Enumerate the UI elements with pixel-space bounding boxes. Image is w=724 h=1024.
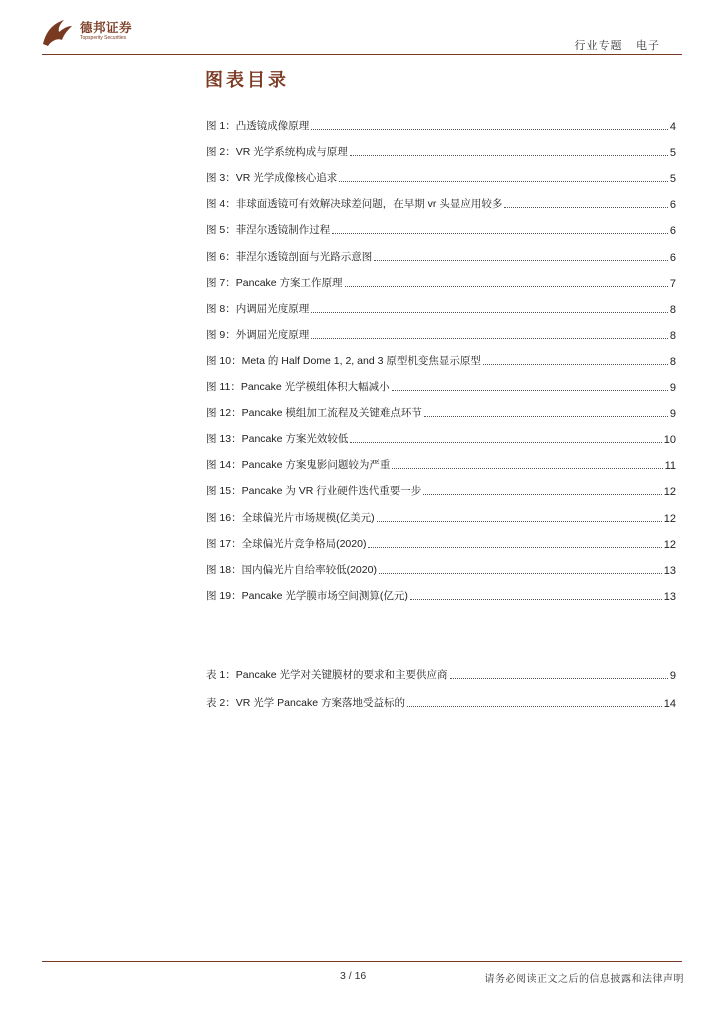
- toc-figure-entry-label: 图 8：内调屈光度原理: [206, 302, 310, 315]
- report-category: [575, 37, 661, 53]
- toc-figure-entry[interactable]: [206, 368, 676, 394]
- toc-title: 图表目录: [205, 70, 289, 91]
- dot-leader: [368, 547, 661, 548]
- toc-figure-entry[interactable]: [206, 525, 676, 551]
- toc-figure-entry[interactable]: [206, 316, 676, 342]
- toc-figure-entry-label: 图 9：外调屈光度原理: [206, 328, 310, 341]
- toc-figure-entry[interactable]: [206, 290, 676, 316]
- dot-leader: [450, 678, 668, 679]
- toc-figure-entry[interactable]: [206, 185, 676, 211]
- dot-leader: [350, 155, 668, 156]
- toc-figure-entry-page: 6: [669, 199, 676, 212]
- toc-figure-entry-label: 图 4：非球面透镜可有效解决球差问题，在早期 vr 头显应用较多: [206, 198, 503, 211]
- toc-figure-entry[interactable]: [206, 577, 676, 603]
- toc-figure-entry[interactable]: [206, 133, 676, 159]
- company-name-cn: 德邦证券: [80, 20, 133, 35]
- toc-figure-entry-label: 图 15：Pancake 为 VR 行业硬件迭代重要一步: [206, 485, 422, 498]
- toc-figure-entry-page: 8: [669, 355, 676, 368]
- toc-table-entry-label: 表 1：Pancake 光学对关键膜材的要求和主要供应商: [206, 669, 448, 681]
- toc-figure-entry[interactable]: [206, 159, 676, 185]
- toc-figure-entry-label: 图 3：VR 光学成像核心追求: [206, 172, 338, 185]
- header-divider: [42, 54, 682, 55]
- toc-figure-entry-page: 7: [669, 277, 676, 290]
- toc-figure-entry-page: 5: [669, 147, 676, 160]
- dot-leader: [392, 468, 662, 469]
- toc-figure-entry-page: 12: [663, 538, 676, 551]
- toc-figure-entry-page: 6: [669, 225, 676, 238]
- toc-figure-entry-page: 8: [669, 303, 676, 316]
- dot-leader: [392, 390, 668, 391]
- toc-figure-entry[interactable]: [206, 420, 676, 446]
- dot-leader: [339, 181, 668, 182]
- dot-leader: [374, 260, 668, 261]
- toc-table-entry-label: 表 2：VR 光学 Pancake 方案落地受益标的: [206, 697, 405, 709]
- dot-leader: [332, 233, 668, 234]
- toc-figure-entry-label: 图 14：Pancake 方案鬼影问题较为严重: [206, 459, 391, 472]
- toc-figure-entry-label: 图 11：Pancake 光学模组体积大幅减小: [206, 381, 390, 394]
- footer-divider: [42, 961, 682, 962]
- dot-leader: [345, 286, 668, 287]
- toc-figure-entry-page: 12: [663, 512, 676, 525]
- toc-figure-entry-label: 图 12：Pancake 模组加工流程及关键难点环节: [206, 407, 422, 420]
- toc-figure-entry-page: 6: [669, 251, 676, 264]
- toc-figure-entry-page: 13: [663, 564, 676, 577]
- toc-figure-entry[interactable]: [206, 446, 676, 472]
- toc-figure-entry-label: 图 1：凸透镜成像原理: [206, 120, 310, 133]
- toc-figure-entry-label: 图 5：菲涅尔透镜制作过程: [206, 224, 331, 237]
- page-indicator: 3 / 16: [340, 970, 367, 982]
- toc-figure-entry[interactable]: [206, 551, 676, 577]
- toc-figure-entry[interactable]: [206, 264, 676, 290]
- toc-figure-entry-page: 8: [669, 329, 676, 342]
- toc-table-entry-page: 14: [663, 698, 676, 710]
- toc-figure-entry-page: 12: [663, 486, 676, 499]
- toc-figure-entry-page: 9: [669, 408, 676, 421]
- dot-leader: [483, 364, 668, 365]
- dot-leader: [377, 521, 662, 522]
- toc-figure-entry-label: 图 13：Pancake 方案光效较低: [206, 433, 349, 446]
- toc-figure-entry[interactable]: [206, 211, 676, 237]
- toc-figure-entry[interactable]: [206, 342, 676, 368]
- report-section: 行业专题: [574, 39, 623, 52]
- toc-figure-entry-page: 11: [664, 460, 676, 473]
- dot-leader: [311, 129, 668, 130]
- dot-leader: [407, 706, 662, 707]
- toc-figure-entry-label: 图 7：Pancake 方案工作原理: [206, 276, 343, 289]
- toc-figure-entry-label: 图 17：全球偏光片竞争格局(2020): [206, 537, 367, 550]
- dot-leader: [379, 573, 662, 574]
- toc-figure-entry-page: 10: [663, 434, 676, 447]
- toc-figure-entry-page: 13: [663, 590, 676, 603]
- figure-list: [206, 107, 676, 603]
- toc-figure-entry-page: 5: [669, 173, 676, 186]
- dot-leader: [424, 416, 668, 417]
- toc-table-entry[interactable]: [206, 654, 676, 682]
- toc-figure-entry-page: 4: [669, 121, 676, 134]
- report-industry: 电子: [636, 39, 660, 52]
- dot-leader: [504, 207, 668, 208]
- dot-leader: [410, 599, 662, 600]
- toc-figure-entry-page: 9: [669, 382, 676, 395]
- dot-leader: [423, 494, 661, 495]
- toc-figure-entry-label: 图 10：Meta 的 Half Dome 1, 2, and 3 原型机变焦显示原型: [206, 354, 481, 367]
- toc-figure-entry[interactable]: [206, 472, 676, 498]
- toc-figure-entry[interactable]: [206, 498, 676, 524]
- dot-leader: [311, 338, 668, 339]
- toc-figure-entry[interactable]: [206, 237, 676, 263]
- table-list: [206, 654, 676, 710]
- toc-figure-entry-label: 图 2：VR 光学系统构成与原理: [206, 146, 348, 159]
- toc-table-entry-page: 9: [669, 670, 676, 682]
- dot-leader: [350, 442, 661, 443]
- phoenix-logo-icon: [40, 14, 74, 48]
- toc-figure-entry-label: 图 6：菲涅尔透镜剖面与光路示意图: [206, 250, 373, 263]
- company-logo: [40, 14, 160, 50]
- toc-figure-entry-label: 图 18：国内偏光片自给率较低(2020): [206, 563, 377, 576]
- company-name-en: Topsperity Securities: [80, 35, 127, 41]
- toc-figure-entry[interactable]: [206, 394, 676, 420]
- toc-figure-entry[interactable]: [206, 107, 676, 133]
- disclaimer-text: 请务必阅读正文之后的信息披露和法律声明: [484, 974, 684, 985]
- toc-figure-entry-label: 图 16：全球偏光片市场规模(亿美元): [206, 511, 375, 524]
- dot-leader: [311, 312, 668, 313]
- toc-table-entry[interactable]: [206, 682, 676, 710]
- toc-figure-entry-label: 图 19：Pancake 光学膜市场空间测算(亿元): [206, 589, 408, 602]
